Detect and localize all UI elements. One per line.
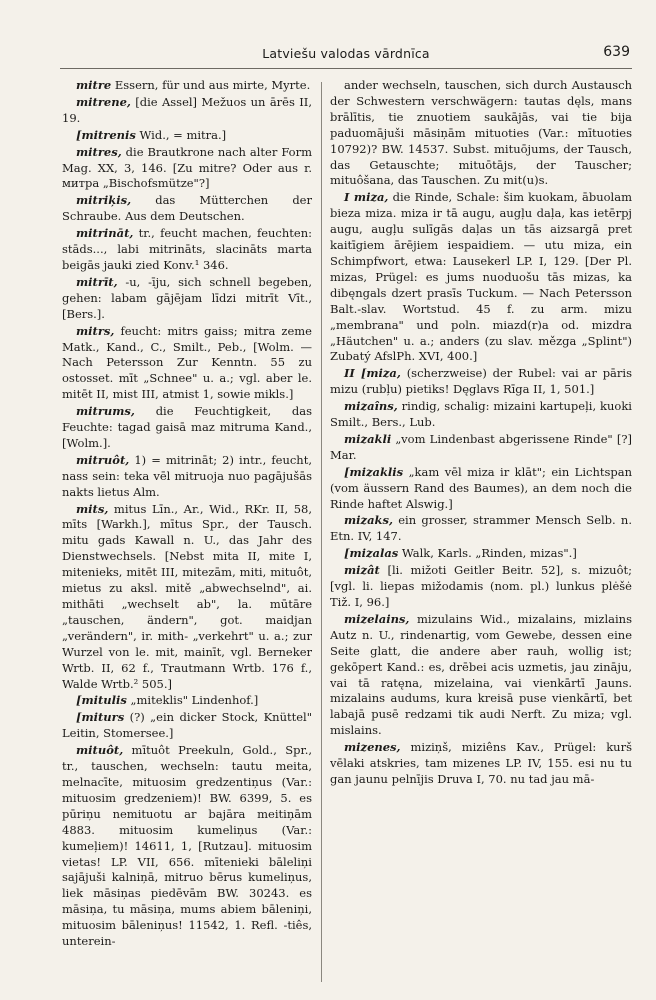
entry-definition: Wid., = mitra.] <box>135 127 227 142</box>
dictionary-entry <box>62 502 312 693</box>
entry-headword: mits, <box>76 501 109 516</box>
entry-headword: mitrene, <box>76 94 131 109</box>
dictionary-entry <box>330 563 632 611</box>
entry-headword: mitrs, <box>76 323 115 338</box>
entry-definition: tr., feucht machen, feuchten: stāds..., labi mitrināts, slacināts marta beigās jauki zied Konv.¹ 346. <box>62 226 312 272</box>
entry-definition: miziņš, miziêns Kav., Prügel: kurš vēlaki atskries, tam mizenes LP. IV, 155. esi nu tu gan jaunu pelnījis Druva I, 70. nu tad jau mā- <box>330 740 632 786</box>
entry-definition: Essern, für und aus mirte, Myrte. <box>111 78 311 92</box>
right-column <box>330 78 632 990</box>
dictionary-entry <box>330 399 632 431</box>
entry-definition: ander wechseln, tauschen, sich durch Austausch der Schwestern verschwägern: tautas dęls, mans brālītis, tie znuotiem saukājās, vai tie bija paduomājuši māsiņām mituoties (Var.: mītuoties 10792)? BW. 14537. Subst. mituōjums, der Tausch, das Getauschte; mituōtājs, der Tauscher; mituôšana, das Tauschen. Zu mit(u)s. <box>330 78 632 188</box>
entry-definition: mītuôt Preekuln, Gold., Spr., tr., tauschen, wechseln: tautu meita, melnacīte, mituosim gredzentiņus (Var.: mituosim gredzeniem)! BW. 6399, 5. es pūriņu nemituotu ar bajāra meitiņām 4883. mituosim kumeliņus (Var.: kumeļiem)! 14611, 1, [Rutzau]. mituosim vietas! LP. VII, 656. mītenieki bāleliņi sajājuši kalniņā, mitruo bērus kumeliņus, liek māsiņas piedēvām BW. 30243. es māsiņa, tu māsiņa, mums abiem bāleniņi, mituosim bāleniņus! 11542, 1. Refl. -tiês, unterein- <box>62 743 312 949</box>
entry-headword: [mitrenis <box>76 127 136 142</box>
entry-definition: „vom Lindenbast abgerissene Rinde" [?] Mar. <box>330 431 632 462</box>
dictionary-entry <box>62 145 312 193</box>
entry-headword: [mizaklis <box>344 464 404 479</box>
entry-headword: [miturs <box>76 710 125 725</box>
column-divider <box>321 82 322 982</box>
dictionary-entry <box>62 324 312 404</box>
dictionary-entry <box>330 546 632 562</box>
dictionary-entry <box>330 78 632 189</box>
entry-headword: [mitulis <box>76 693 127 708</box>
entry-definition: „kam vēl miza ir klāt"; ein Lichtspan (vom äussern Rand des Baumes), an dem noch die Rinde haftet Alswig.] <box>330 464 632 511</box>
dictionary-entry <box>62 693 312 709</box>
dictionary-entry <box>330 366 632 398</box>
dictionary-entry <box>62 275 312 323</box>
dictionary-entry <box>62 226 312 274</box>
page-number: 639 <box>603 44 630 60</box>
entry-headword: mizaîns, <box>344 399 398 414</box>
entry-definition: ein grosser, strammer Mensch Selb. n. Etn. IV, 147. <box>330 513 632 544</box>
entry-definition: feucht: mitrs gaiss; mitra zeme Matk., Kand., C., Smilt., Peb., [Wolm. — Nach Petersson Zur Kenntn. 55 zu ostosset. mīt „Schnee" u. a.; vgl. aber le. mitēt II, mist III, atmist 1, sowie mikls.] <box>62 323 312 402</box>
dictionary-entry <box>62 95 312 127</box>
page-header <box>60 44 632 69</box>
entry-headword: mitruôt, <box>76 452 130 467</box>
dictionary-entry <box>330 740 632 788</box>
entry-headword: mitrums, <box>76 404 135 419</box>
entry-definition: die Brautkrone nach alter Form Mag. XX, 3, 146. [Zu mitre? Oder aus r. митра „Bischofsmütze"?] <box>62 144 312 191</box>
entry-definition: rindig, schalig: mizaini kartupeļi, kuoki Smilt., Bers., Lub. <box>330 399 632 430</box>
dictionary-entry <box>62 128 312 144</box>
entry-definition: mizulains Wid., mizalains, mizlains Autz n. U., rindenartig, vom Gewebe, dessen eine Seite glatt, die andere aber rauh, wollig ist; gekōpert Kand.: es, drēbei acis uzmetis, jau zināju, vai tā ratęna, mizelaina, vai vienkārtī Jauns. mizalains audums, kura kreisā puse vienkārtī, bet labajā pusē redzami tik audi Nerft. Zu miza; vgl. mislains. <box>330 611 632 738</box>
dictionary-entry <box>62 404 312 452</box>
left-column <box>62 78 312 990</box>
entry-definition: -u, -īju, sich schnell begeben, gehen: labam gājējam līdzi mitrīt Vīt., [Bers.]. <box>62 274 312 321</box>
dictionary-entry <box>62 743 312 950</box>
dictionary-entry <box>330 432 632 464</box>
entry-definition: die Feuchtigkeit, das Feuchte: tagad gaisā maz mitruma Kand., [Wolm.]. <box>62 404 312 450</box>
entry-definition: (scherzweise) der Rubel: vai ar pāris mizu (rubļu) pietiks! Dęglavs Rīga II, 1, 501.] <box>330 366 632 397</box>
entry-headword: mituôt, <box>76 743 124 758</box>
dictionary-entry <box>62 453 312 501</box>
dictionary-entry <box>330 465 632 513</box>
entry-headword: [mizalas <box>344 546 399 561</box>
dictionary-entry <box>62 193 312 225</box>
entry-headword: mizenes, <box>344 740 401 755</box>
entry-headword: mizaks, <box>344 513 393 528</box>
running-title: Latviešu valodas vārdnīca <box>262 46 430 61</box>
dictionary-entry <box>62 78 312 94</box>
entry-headword: mitres, <box>76 144 122 159</box>
entry-definition: das Mütterchen der Schraube. Aus dem Deutschen. <box>62 193 312 224</box>
entry-definition: [die Assel] Mežuos un ārēs II, 19. <box>62 94 312 125</box>
dictionary-entry <box>330 612 632 739</box>
entry-definition: 1) = mitrināt; 2) intr., feucht, nass sein: teka vēl mitruoja nuo pagājušās nakts lietus Alm. <box>62 452 312 499</box>
entry-headword: I miza, <box>344 190 389 205</box>
dictionary-entry <box>62 710 312 742</box>
entry-definition: [li. mižoti Geitler Beitr. 52], s. mizuôt; [vgl. li. liepas mižodamis (nom. pl.) lunkus plėšė Tiž. I, 96.] <box>330 563 632 609</box>
entry-headword: mitrināt, <box>76 226 134 241</box>
entry-headword: mizât <box>344 563 380 578</box>
entry-definition: Walk, Karls. „Rinden, mizas".] <box>398 546 577 561</box>
entry-headword: mizakli <box>344 431 392 446</box>
entry-definition: „miteklis" Lindenhof.] <box>126 693 259 708</box>
dictionary-entry <box>330 190 632 365</box>
entry-headword: mizelains, <box>344 611 410 626</box>
entry-definition: (?) „ein dicker Stock, Knüttel" Leitin, Stomersee.] <box>62 710 312 741</box>
entry-headword: II [miza, <box>344 366 401 381</box>
entry-definition: die Rinde, Schale: šim kuokam, ābuolam bieza miza. miza ir tā augu, augļu daļa, kas ietērpj augu, augļu sulīgās daļas un tās aizsargā pret kaitīgiem ārējiem iespaidiem. — utu miza, ein Schimpfwort, etwa: Lausekerl LP. I, 129. [Der Pl. mizas, Prügel: es jums nuoduošu tās mizas, ka dibęngals dzert prasīs Tuckum. — Nach Petersson Balt.-slav. Wortstud. 45 f. zu arm. mizu „membrana" und poln. miazd(r)a od. mizdra „Häutchen" u. a.; anders (zu slav. mězga „Splint") Zubatý AfslPh. XVI, 400.] <box>330 190 632 364</box>
entry-headword: mitrīt, <box>76 274 118 289</box>
dictionary-entry <box>330 513 632 545</box>
entry-headword: mitriķis, <box>76 193 132 208</box>
entry-headword: mitre <box>76 78 112 92</box>
entry-definition: mitus Līn., Ar., Wid., RKr. II, 58, mīts [Warkh.], mītus Spr., der Tausch. mitu gads Kawall n. U., das Jahr des Dienstwechsels. [Nebst mita II, mite I, mitenieks, mitēt III, mitezām, miti, mituôt, mietus zu aksl. mitě „abwechselnd", ai. mithāti „wechselt ab", la. mūtāre „tauschen, ändern", got. maidjan „verändern", ir. mith- „verkehrt" u. a.; zur Wurzel von le. mit, mainīt, vgl. Berneker Wrtb. II, 62 f., Trautmann Wrtb. 176 f., Walde Wrtb.² 505.] <box>62 501 312 691</box>
